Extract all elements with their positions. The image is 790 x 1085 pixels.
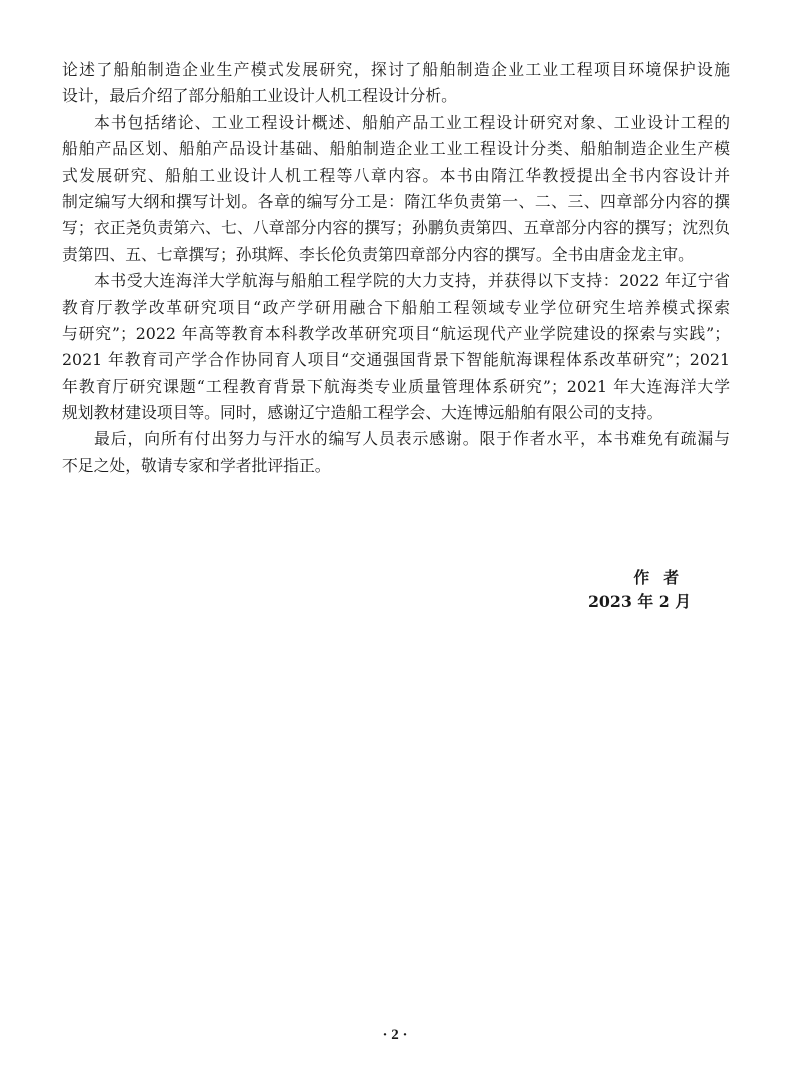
author-signature: 作者 — [633, 568, 693, 587]
text-line: 制定编写大纲和撰写计划。各章的编写分工是：隋江华负责第一、二、三、四章部分内容的撰 — [62, 191, 730, 211]
text-line: 责第四、五、七章撰写；孙琪辉、李长伦负责第四章部分内容的撰写。全书由唐金龙主审。 — [62, 244, 694, 264]
text-line: 2021 年教育司产学合作协同育人项目“交通强国背景下智能航海课程体系改革研究”；2021 — [62, 350, 730, 370]
paragraph-2 — [62, 110, 730, 268]
paragraph-4 — [62, 426, 730, 479]
text-line: 式发展研究、船舶工业设计人机工程等八章内容。本书由隋江华教授提出全书内容设计并 — [62, 165, 730, 185]
text-line: 规划教材建设项目等。同时，感谢辽宁造船工程学会、大连博远船舶有限公司的支持。 — [62, 403, 663, 423]
text-line: 教育厅教学改革研究项目“政产学研用融合下船舶工程领域专业学位研究生培养模式探索 — [62, 297, 730, 317]
text-line: 不足之处，敬请专家和学者批评指正。 — [62, 455, 331, 475]
text-line: 本书包括绪论、工业工程设计概述、船舶产品工业工程设计研究对象、工业设计工程的 — [94, 112, 730, 132]
page-number: · 2 · — [382, 1027, 408, 1043]
text-line: 最后，向所有付出努力与汗水的编写人员表示感谢。限于作者水平，本书难免有疏漏与 — [94, 429, 730, 449]
text-line: 年教育厅研究课题“工程教育背景下航海类专业质量管理体系研究”；2021 年大连海洋大学 — [62, 376, 730, 396]
signature-block — [588, 567, 691, 613]
page-body — [62, 57, 730, 479]
paragraph-1 — [62, 57, 730, 110]
text-line: 本书受大连海洋大学航海与船舶工程学院的大力支持，并获得以下支持：2022 年辽宁省 — [94, 271, 730, 291]
signature-date: 2023 年 2 月 — [587, 592, 691, 611]
paragraph-3 — [62, 268, 730, 426]
text-line: 与研究”；2022 年高等教育本科教学改革研究项目“航运现代产业学院建设的探索与实践”； — [62, 323, 730, 343]
text-line: 写；衣正尧负责第六、七、八章部分内容的撰写；孙鹏负责第四、五章部分内容的撰写；沈烈负 — [62, 218, 730, 238]
text-line: 船舶产品区划、船舶产品设计基础、船舶制造企业工业工程设计分类、船舶制造企业生产模 — [62, 139, 730, 159]
text-line: 设计，最后介绍了部分船舶工业设计人机工程设计分析。 — [62, 86, 457, 106]
text-line: 论述了船舶制造企业生产模式发展研究，探讨了船舶制造企业工业工程项目环境保护设施 — [62, 60, 730, 79]
